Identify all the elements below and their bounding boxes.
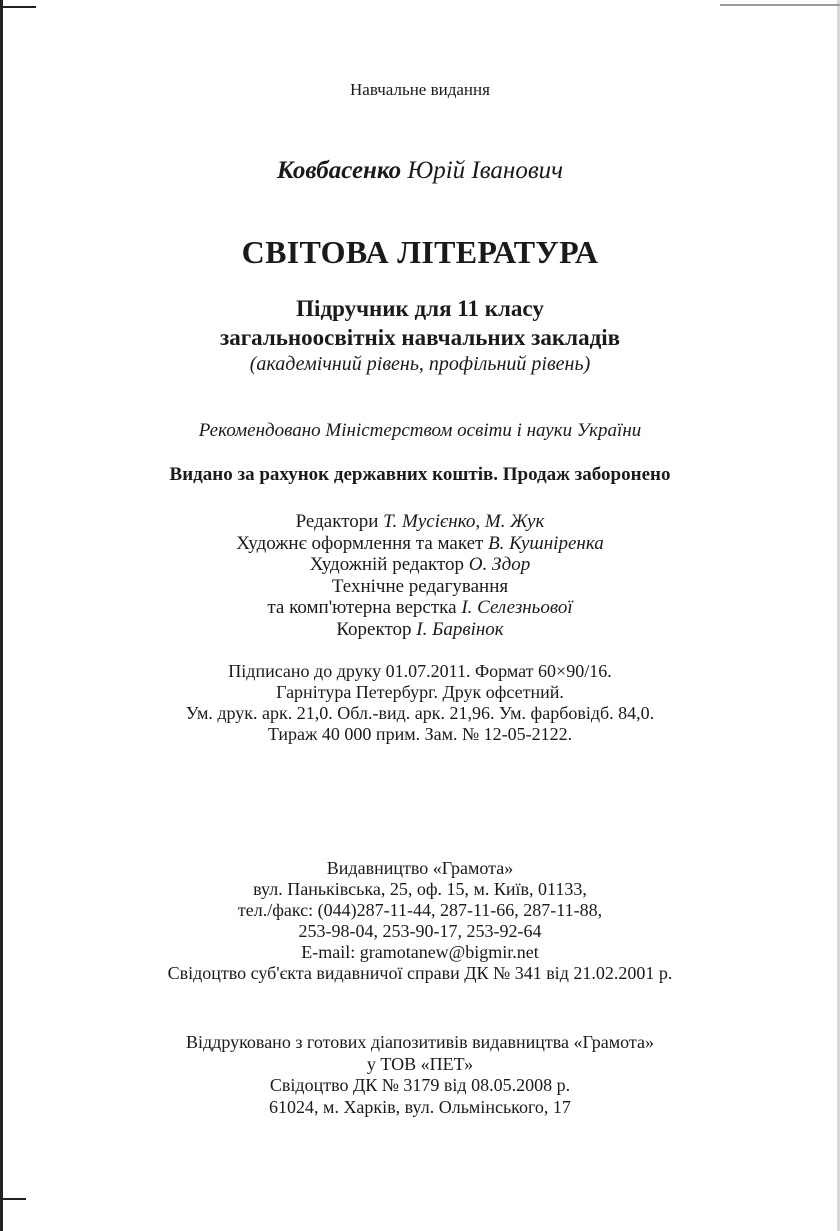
printer-line: Віддруковано з готових діапозитивів видавництва «Грамота»	[186, 1032, 654, 1052]
credit-row	[0, 554, 840, 576]
publisher-line: Свідоцтво суб'єкта видавничої справи ДК № 341 від 21.02.2001 р.	[167, 963, 673, 983]
author-surname: Ковбасенко	[276, 157, 402, 184]
credit-names: І. Селезньової	[461, 597, 573, 618]
credit-role: Художнє оформлення та макет	[236, 532, 489, 554]
credit-role: Коректор	[336, 618, 417, 640]
scan-mark-bottom	[0, 1198, 26, 1200]
author-name	[0, 157, 840, 185]
print-line: Ум. друк. арк. 21,0. Обл.-вид. арк. 21,96. Ум. фарбовідб. 84,0.	[185, 703, 655, 723]
credits-block	[0, 511, 840, 640]
print-details	[0, 661, 840, 745]
credit-row	[0, 619, 840, 641]
printer-line: у ТОВ «ПЕТ»	[366, 1053, 474, 1074]
subtitle-line-2: загальноосвітніх навчальних закладів	[219, 325, 621, 350]
scan-mark-top	[0, 6, 36, 8]
publisher-line: вул. Паньківська, 25, оф. 15, м. Київ, 01133,	[253, 879, 587, 899]
credit-row	[0, 533, 840, 555]
funding-notice: Видано за рахунок державних коштів. Продаж заборонено	[169, 464, 671, 485]
credit-row	[0, 597, 840, 619]
scan-mark-right	[720, 4, 840, 6]
printer-line: Свідоцтво ДК № 3179 від 08.05.2008 р.	[269, 1075, 571, 1095]
credit-row	[0, 576, 840, 598]
subtitle-level: (академічний рівень, профільний рівень)	[249, 353, 591, 375]
print-line: Гарнітура Петербург. Друк офсетний.	[276, 682, 564, 702]
author-given-names: Юрій Іванович	[407, 157, 564, 184]
credit-role: Редактори	[295, 511, 384, 532]
publisher-line: тел./факс: (044)287-11-44, 287-11-66, 287-11-88,	[237, 900, 603, 920]
printer-line: 61024, м. Харків, вул. Ольмінського, 17	[269, 1096, 571, 1117]
publisher-email: E-mail: gramotanew@bigmir.net	[301, 942, 539, 962]
publisher-block	[0, 858, 840, 984]
ministry-recommendation: Рекомендовано Міністерством освіти і науки України	[198, 420, 642, 441]
credit-row	[0, 511, 840, 533]
credit-names: О. Здор	[468, 554, 531, 575]
print-line: Підписано до друку 01.07.2011. Формат 60×90/16.	[228, 661, 612, 681]
credit-role: та комп'ютерна верстка	[267, 597, 462, 618]
credit-names: Т. Мусієнко, М. Жук	[383, 511, 545, 532]
credit-role: Художній редактор	[309, 554, 469, 575]
credit-role: Технічне редагування	[331, 575, 509, 597]
book-title: СВІТОВА ЛІТЕРАТУРА	[241, 234, 599, 270]
credit-names: І. Барвінок	[416, 618, 504, 640]
subtitle-line-1: Підручник для 11 класу	[296, 296, 544, 321]
print-line: Тираж 40 000 прим. Зам. № 12-05-2122.	[267, 724, 573, 744]
publisher-line: 253-98-04, 253-90-17, 253-92-64	[298, 921, 542, 941]
printer-block	[0, 1032, 840, 1118]
credit-names: В. Кушніренка	[488, 532, 604, 554]
publisher-line: Видавництво «Грамота»	[326, 858, 514, 878]
edition-type: Навчальне видання	[350, 80, 490, 99]
